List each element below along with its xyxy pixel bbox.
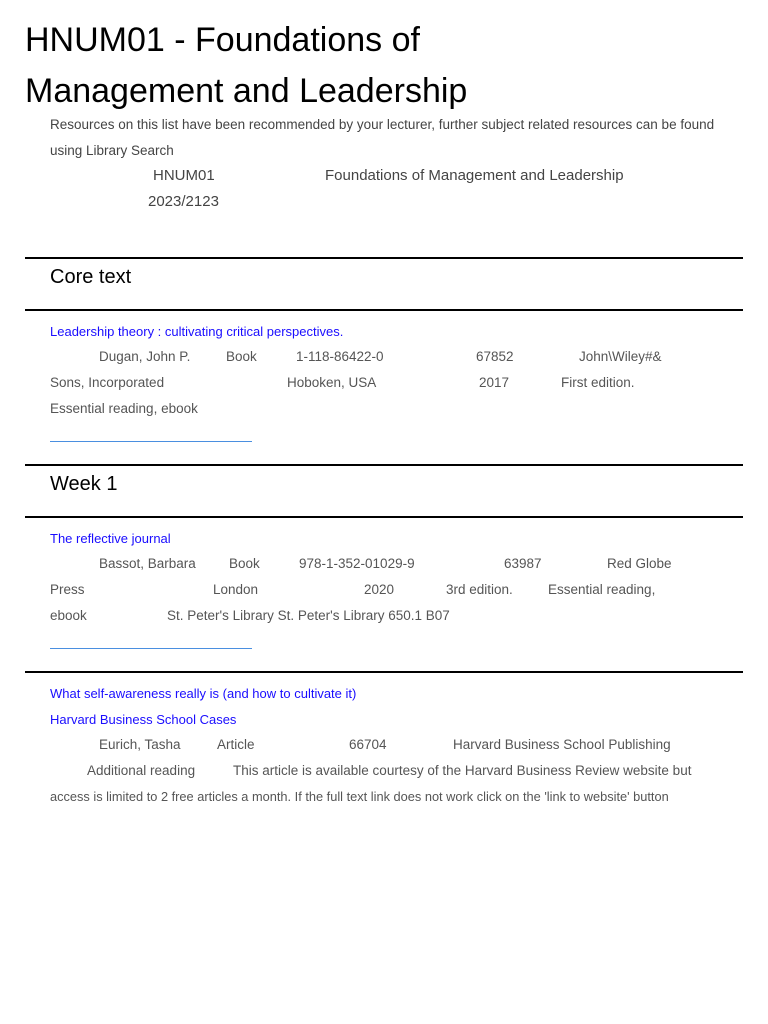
resource-type: Book [226, 349, 257, 364]
section-divider [25, 516, 743, 518]
resource-id: 66704 [349, 737, 387, 752]
resource-id: 67852 [476, 349, 514, 364]
resource-separator [50, 441, 252, 442]
resource-isbn: 1-118-86422-0 [296, 349, 384, 364]
section-heading-week-1: Week 1 [50, 473, 118, 495]
resource-publisher: Red Globe [607, 556, 672, 571]
section-divider [25, 464, 743, 466]
resource-author: Eurich, Tasha [99, 737, 181, 752]
resource-note-text-continued: access is limited to 2 free articles a month. If the full text link does not work click on the 'link to website' button [50, 789, 669, 804]
resource-note-text: This article is available courtesy of the Harvard Business Review website but [233, 763, 692, 778]
resource-place: London [213, 582, 259, 597]
resource-year: 2020 [364, 582, 395, 597]
module-year: 2023/2123 [148, 193, 219, 210]
resource-title-link[interactable]: What self-awareness really is (and how to cultivate it) [50, 686, 357, 701]
resource-title-link[interactable]: The reflective journal [50, 531, 171, 546]
page-title-line-2: Management and Leadership [25, 72, 468, 110]
item-divider [25, 671, 743, 673]
resource-publisher-continued: Press [50, 582, 85, 597]
resource-publisher: John\Wiley#& [579, 349, 662, 364]
resource-separator [50, 648, 252, 649]
resource-author: Bassot, Barbara [99, 556, 196, 571]
intro-text-line-1: Resources on this list have been recommended by your lecturer, further subject related resources can be found [50, 117, 715, 132]
module-name: Foundations of Management and Leadership [325, 167, 624, 184]
section-divider [25, 309, 743, 311]
resource-notes: Additional reading [87, 763, 196, 778]
module-code: HNUM01 [153, 167, 215, 184]
resource-subtitle-link[interactable]: Harvard Business School Cases [50, 712, 237, 727]
resource-notes-continued: ebook [50, 608, 87, 623]
resource-place: Hoboken, USA [287, 375, 377, 390]
section-heading-core-text: Core text [50, 266, 132, 288]
page-title-line-1: HNUM01 - Foundations of [25, 21, 420, 59]
resource-type: Article [217, 737, 255, 752]
resource-publisher-continued: Sons, Incorporated [50, 375, 165, 390]
resource-title-link[interactable]: Leadership theory : cultivating critical perspectives. [50, 324, 344, 339]
resource-notes: Essential reading, [548, 582, 656, 597]
resource-edition: First edition. [561, 375, 635, 390]
resource-type: Book [229, 556, 260, 571]
resource-author: Dugan, John P. [99, 349, 191, 364]
resource-notes: Essential reading, ebook [50, 401, 198, 416]
section-divider [25, 257, 743, 259]
resource-location: St. Peter's Library St. Peter's Library 650.1 B07 [167, 608, 450, 623]
resource-edition: 3rd edition. [446, 582, 513, 597]
resource-isbn: 978-1-352-01029-9 [299, 556, 415, 571]
resource-year: 2017 [479, 375, 510, 390]
intro-text-line-2: using Library Search [50, 143, 174, 158]
resource-id: 63987 [504, 556, 542, 571]
resource-publisher: Harvard Business School Publishing [453, 737, 671, 752]
